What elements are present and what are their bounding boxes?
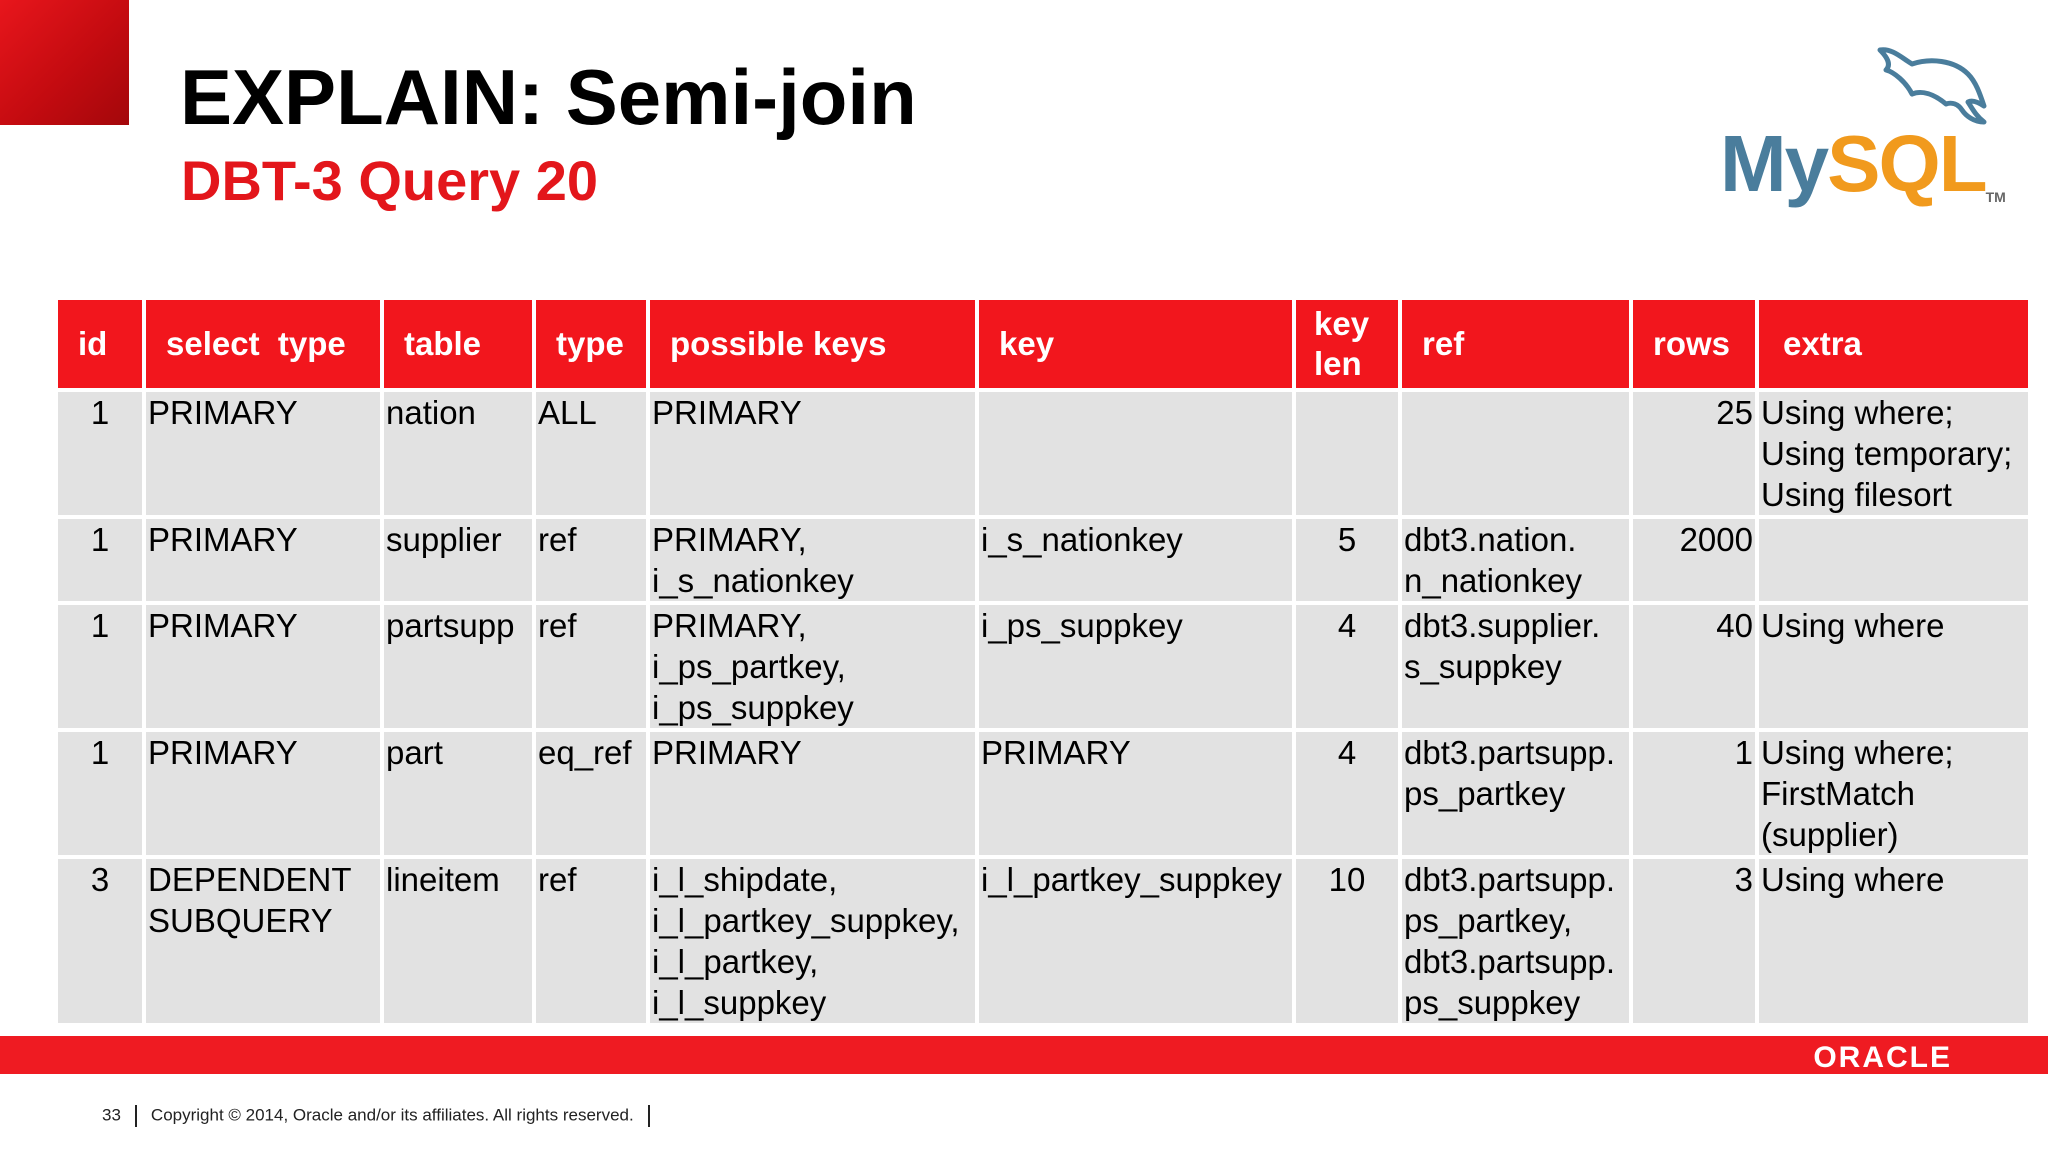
cell-possible-keys: PRIMARY <box>650 732 975 855</box>
table-row <box>58 732 2028 855</box>
cell-rows: 1 <box>1633 732 1755 855</box>
divider <box>135 1105 137 1127</box>
explain-table <box>54 296 2032 1027</box>
cell-key-len: 10 <box>1296 859 1398 1023</box>
column-header: rows <box>1633 300 1755 388</box>
cell-type: ALL <box>536 392 646 515</box>
cell-possible-keys: PRIMARY <box>650 392 975 515</box>
cell-ref: dbt3.partsupp. ps_partkey <box>1402 732 1629 855</box>
column-header: ref <box>1402 300 1629 388</box>
mysql-logo <box>1712 44 2006 214</box>
cell-id: 1 <box>58 605 142 728</box>
cell-ref: dbt3.nation. n_nationkey <box>1402 519 1629 601</box>
cell-rows: 40 <box>1633 605 1755 728</box>
footer <box>102 1105 664 1127</box>
cell-select-type: PRIMARY <box>146 392 380 515</box>
cell-table: lineitem <box>384 859 532 1023</box>
cell-id: 3 <box>58 859 142 1023</box>
column-header: key len <box>1296 300 1398 388</box>
cell-select-type: PRIMARY <box>146 519 380 601</box>
cell-extra: Using where; Using temporary; Using filesort <box>1759 392 2028 515</box>
cell-type: eq_ref <box>536 732 646 855</box>
cell-extra <box>1759 519 2028 601</box>
cell-rows: 3 <box>1633 859 1755 1023</box>
cell-key: i_s_nationkey <box>979 519 1292 601</box>
table-header-row <box>58 300 2028 388</box>
cell-extra: Using where; FirstMatch (supplier) <box>1759 732 2028 855</box>
cell-rows: 25 <box>1633 392 1755 515</box>
column-header: type <box>536 300 646 388</box>
cell-key: i_l_partkey_suppkey <box>979 859 1292 1023</box>
cell-extra: Using where <box>1759 859 2028 1023</box>
mysql-wordmark: MySQLTM <box>1720 119 2006 208</box>
cell-id: 1 <box>58 732 142 855</box>
cell-key-len: 5 <box>1296 519 1398 601</box>
cell-rows: 2000 <box>1633 519 1755 601</box>
corner-accent <box>0 0 129 125</box>
cell-id: 1 <box>58 392 142 515</box>
cell-select-type: PRIMARY <box>146 605 380 728</box>
column-header: table <box>384 300 532 388</box>
table-row <box>58 605 2028 728</box>
table-row <box>58 392 2028 515</box>
oracle-logo: ORACLE <box>1813 1041 1952 1074</box>
cell-possible-keys: i_l_shipdate, i_l_partkey_suppkey, i_l_partkey, i_l_suppkey <box>650 859 975 1023</box>
cell-ref: dbt3.partsupp. ps_partkey, dbt3.partsupp. ps_suppkey <box>1402 859 1629 1023</box>
page-number: 33 <box>102 1105 121 1125</box>
slide-title: EXPLAIN: Semi-join <box>180 53 917 141</box>
cell-table: part <box>384 732 532 855</box>
column-header: extra <box>1759 300 2028 388</box>
divider <box>648 1105 650 1127</box>
slide-subtitle: DBT-3 Query 20 <box>181 149 599 212</box>
cell-table: partsupp <box>384 605 532 728</box>
cell-type: ref <box>536 605 646 728</box>
cell-key: i_ps_suppkey <box>979 605 1292 728</box>
cell-type: ref <box>536 859 646 1023</box>
table-row <box>58 519 2028 601</box>
column-header: select type <box>146 300 380 388</box>
cell-key: PRIMARY <box>979 732 1292 855</box>
table-row <box>58 859 2028 1023</box>
cell-possible-keys: PRIMARY, i_ps_partkey, i_ps_suppkey <box>650 605 975 728</box>
column-header: id <box>58 300 142 388</box>
cell-extra: Using where <box>1759 605 2028 728</box>
cell-table: supplier <box>384 519 532 601</box>
column-header: key <box>979 300 1292 388</box>
cell-type: ref <box>536 519 646 601</box>
cell-possible-keys: PRIMARY, i_s_nationkey <box>650 519 975 601</box>
cell-id: 1 <box>58 519 142 601</box>
copyright-text: Copyright © 2014, Oracle and/or its affiliates. All rights reserved. <box>150 1105 634 1125</box>
cell-ref: dbt3.supplier. s_suppkey <box>1402 605 1629 728</box>
cell-key-len <box>1296 392 1398 515</box>
cell-select-type: PRIMARY <box>146 732 380 855</box>
cell-ref <box>1402 392 1629 515</box>
footer-bar <box>0 1036 2048 1074</box>
column-header: possible keys <box>650 300 975 388</box>
cell-key-len: 4 <box>1296 732 1398 855</box>
cell-table: nation <box>384 392 532 515</box>
cell-select-type: DEPENDENT SUBQUERY <box>146 859 380 1023</box>
cell-key <box>979 392 1292 515</box>
cell-key-len: 4 <box>1296 605 1398 728</box>
